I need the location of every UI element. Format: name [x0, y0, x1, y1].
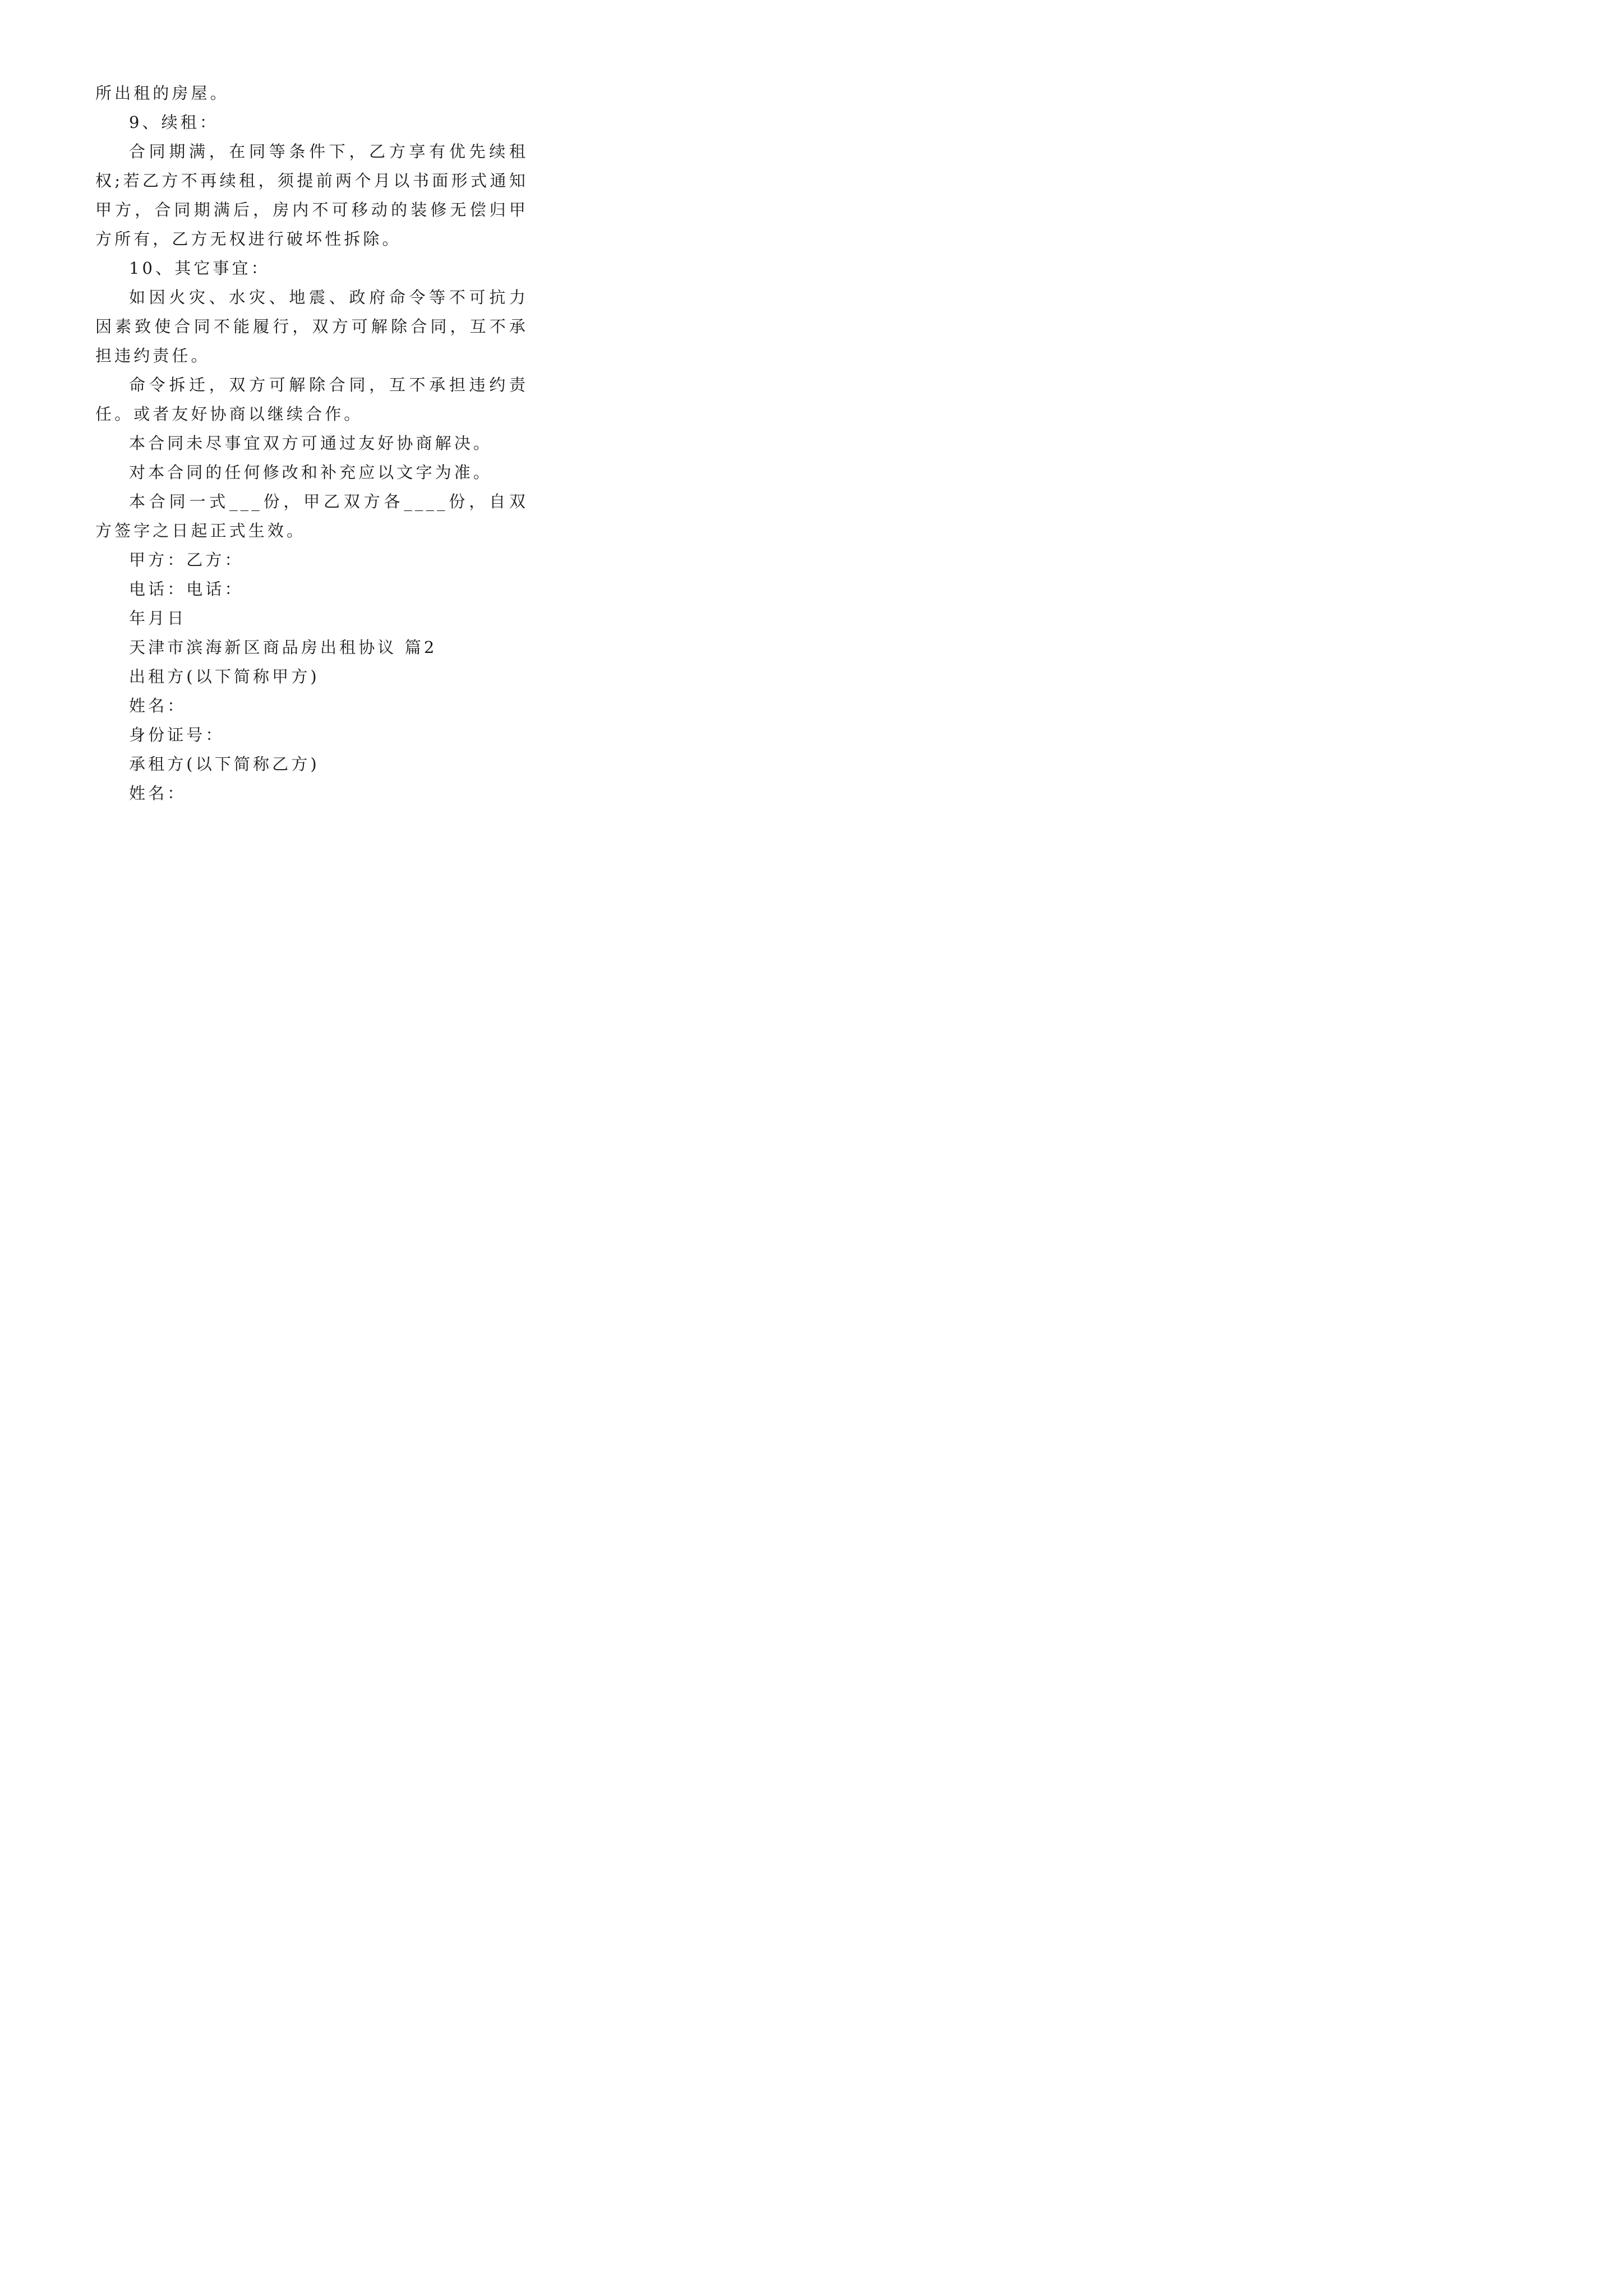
- signature-parties: 甲方：乙方：: [129, 550, 244, 569]
- document-page: [0, 0, 620, 877]
- lessee-name-field: 姓名：: [129, 784, 187, 803]
- lessor-label: 出租方(以下简称甲方): [129, 667, 320, 686]
- heading-renewal: 9、续租：: [129, 113, 219, 132]
- paragraph-copies-effective: 本合同一式___份，甲乙双方各____份，自双方签字之日起正式生效。: [95, 492, 528, 540]
- lessee-label: 承租方(以下简称乙方): [129, 754, 320, 774]
- lessor-id-field: 身份证号：: [129, 725, 225, 744]
- document-body: [95, 79, 528, 808]
- lessor-name-field: 姓名：: [129, 696, 187, 715]
- paragraph-unresolved-matters: 本合同未尽事宜双方可通过友好协商解决。: [129, 434, 492, 453]
- section-title-part2: 天津市滨海新区商品房出租协议 篇2: [129, 638, 437, 657]
- signature-phones: 电话：电话：: [129, 579, 244, 599]
- paragraph-renewal-terms: 合同期满，在同等条件下，乙方享有优先续租权;若乙方不再续租，须提前两个月以书面形式通知甲方，合同期满后，房内不可移动的装修无偿归甲方所有，乙方无权进行破坏性拆除。: [95, 142, 528, 249]
- paragraph-demolition-order: 命令拆迁，双方可解除合同，互不承担违约责任。或者友好协商以继续合作。: [95, 375, 528, 424]
- paragraph-force-majeure: 如因火灾、水灾、地震、政府命令等不可抗力因素致使合同不能履行，双方可解除合同，互不承担违约责任。: [95, 288, 528, 365]
- paragraph-amendments: 对本合同的任何修改和补充应以文字为准。: [129, 463, 492, 482]
- signature-date: 年月日: [129, 609, 187, 628]
- paragraph-rented-house: 所出租的房屋。: [95, 84, 229, 103]
- heading-other-matters: 10、其它事宜：: [129, 259, 270, 278]
